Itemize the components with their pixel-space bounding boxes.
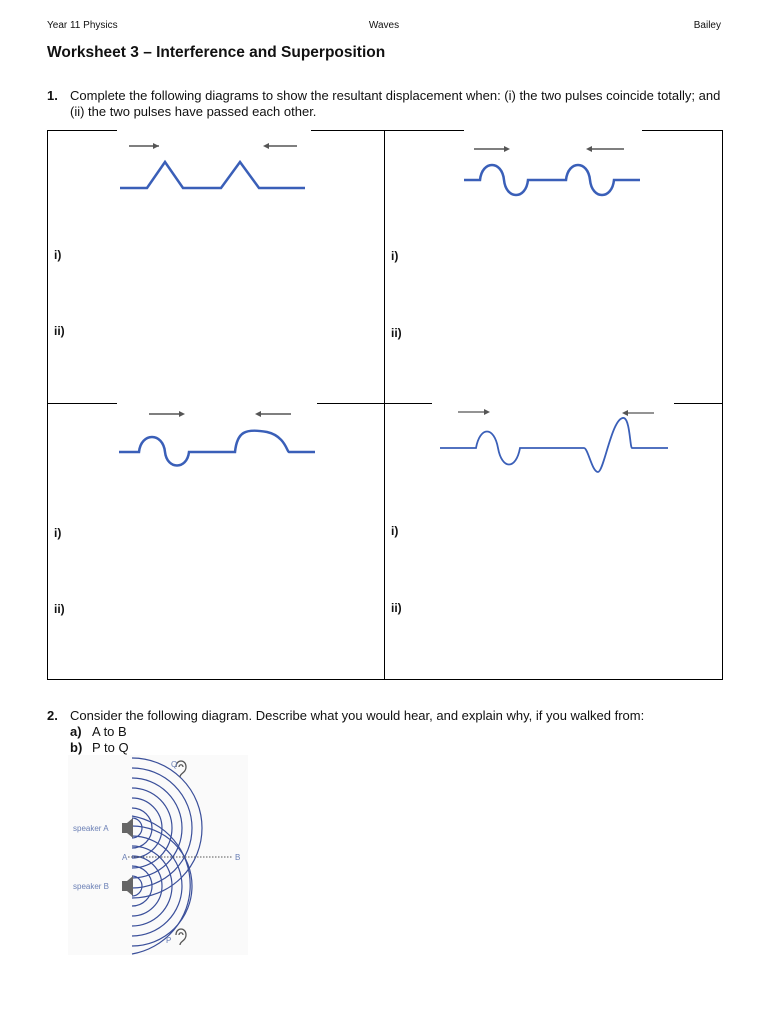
- cell-4-label-i: i): [391, 524, 399, 538]
- question-2-text: Consider the following diagram. Describe what you would hear, and explain why, if you walked from:: [70, 708, 645, 723]
- question-2-number: 2.: [47, 708, 58, 723]
- cell-1-label-ii: ii): [54, 324, 65, 338]
- part-b-text: P to Q: [92, 740, 129, 755]
- cell-2-label-i: i): [391, 249, 399, 263]
- point-q-label: Q: [171, 760, 178, 769]
- cell-4-label-ii: ii): [391, 601, 402, 615]
- pulse-diagram-asymmetric: [432, 398, 674, 478]
- header-topic: Waves: [368, 20, 400, 31]
- speaker-a-label: speaker A: [73, 824, 109, 833]
- pulse-diagram-mixed: [117, 398, 317, 468]
- header-course: Year 11 Physics: [47, 20, 118, 31]
- speaker-b-label: speaker B: [73, 882, 110, 891]
- cell-3-label-ii: ii): [54, 602, 65, 616]
- point-b-label: B: [235, 853, 241, 862]
- pulse-diagram-updown: [464, 130, 642, 202]
- grid-divider-vertical: [384, 130, 385, 679]
- question-2-part-a: [70, 724, 127, 739]
- cell-2-label-ii: ii): [391, 326, 402, 340]
- question-1-text: Complete the following diagrams to show the resultant displacement when: (i) the two pulses coincide totally; and (ii) the two pulses have passed each other.: [70, 88, 721, 119]
- question-1-number: 1.: [47, 88, 58, 103]
- point-p-label: P: [166, 936, 172, 945]
- question-2-part-b: [70, 740, 129, 755]
- part-a-letter: a): [70, 724, 82, 739]
- interference-diagram: [68, 755, 248, 955]
- part-a-text: A to B: [92, 724, 127, 739]
- worksheet-title: Worksheet 3 – Interference and Superposition: [47, 44, 386, 61]
- cell-3-label-i: i): [54, 526, 62, 540]
- header-author: Bailey: [693, 20, 721, 31]
- pulse-diagram-triangle: [117, 130, 311, 200]
- part-b-letter: b): [70, 740, 83, 755]
- cell-1-label-i: i): [54, 248, 62, 262]
- point-a-label: A: [122, 853, 128, 862]
